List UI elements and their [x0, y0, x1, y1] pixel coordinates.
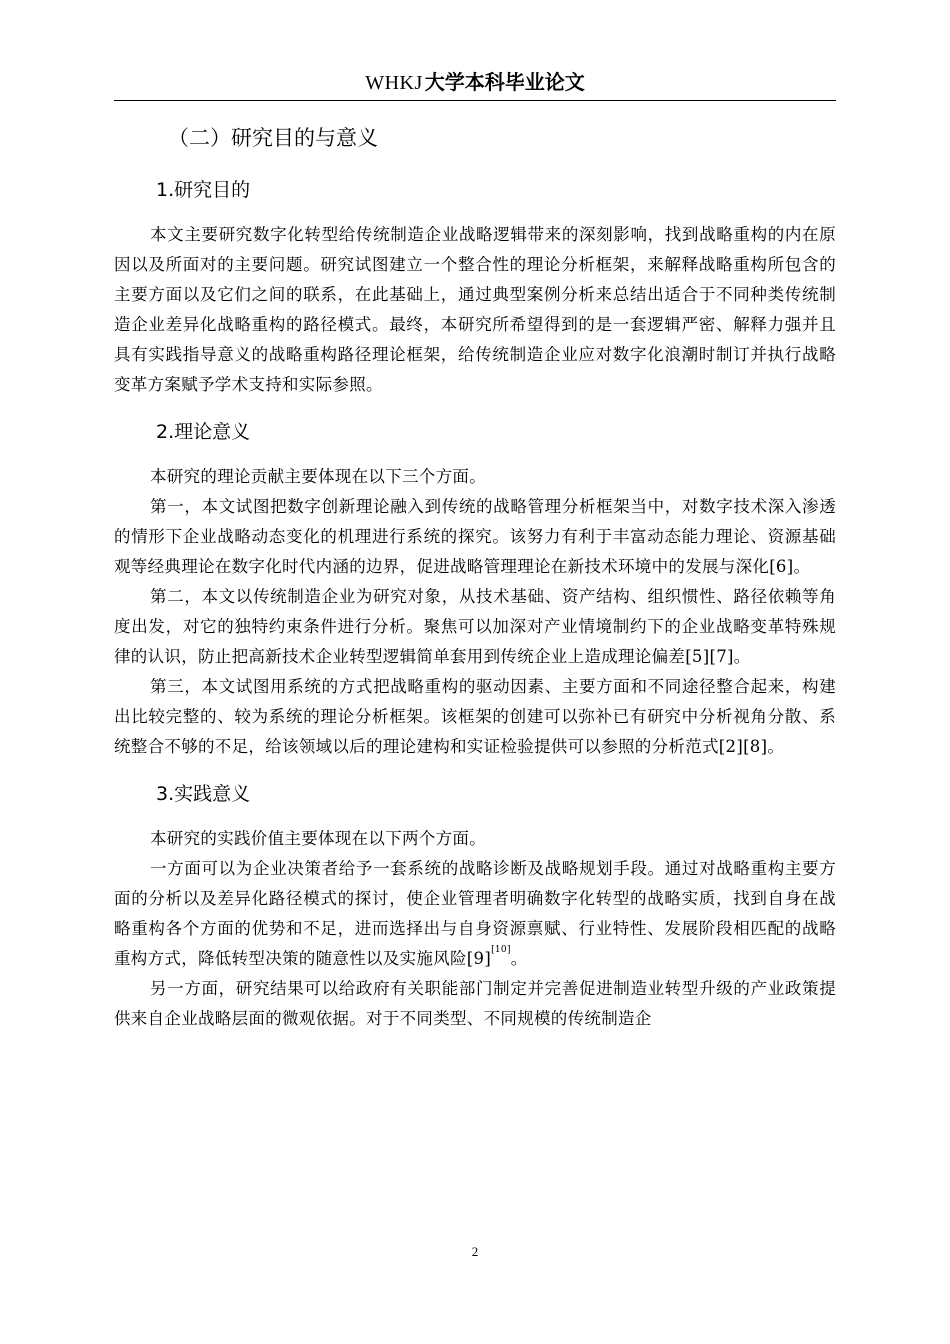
- paragraph-theory-first: 第一，本文试图把数字创新理论融入到传统的战略管理分析框架当中，对数字技术深入渗透的情形下企业战略动态变化的机理进行系统的探究。该努力有利于丰富动态能力理论、资源基础观等经典理论在数字化时代内涵的边界，促进战略管理理论在新技术环境中的发展与深化[6]。: [114, 497, 836, 576]
- paragraph-practice-second: 另一方面，研究结果可以给政府有关职能部门制定并完善促进制造业转型升级的产业政策提供来自企业战略层面的微观依据。对于不同类型、不同规模的传统制造企: [114, 979, 836, 1028]
- subsection-heading-practice: 3.实践意义: [156, 783, 251, 805]
- paragraph-theory-second: 第二，本文以传统制造企业为研究对象，从技术基础、资产结构、组织惯性、路径依赖等角度出发，对它的独特约束条件进行分析。聚焦可以加深对产业情境制约下的企业战略变革特殊规律的认识，防止把高新技术企业转型逻辑简单套用到传统企业上造成理论偏差[5][7]。: [114, 587, 836, 666]
- page-number: 2: [471, 1244, 479, 1259]
- header-rule: [114, 100, 836, 101]
- paragraph-practice-first-end: 。: [510, 949, 528, 968]
- header-latin-text: WHKJ: [365, 72, 423, 94]
- page-content: [114, 118, 836, 1034]
- paragraph-practice-first-text: 一方面可以为企业决策者给予一套系统的战略诊断及战略规划手段。通过对战略重构主要方面的分析以及差异化路径模式的探讨，使企业管理者明确数字化转型的战略实质，找到自身在战略重构各个方面的优势和不足，进而选择出与自身资源禀赋、行业特性、发展阶段相匹配的战略重构方式，降低转型决策的随意性以及实施风险[9]: [114, 859, 836, 968]
- paragraph-theory-third: 第三，本文试图用系统的方式把战略重构的驱动因素、主要方面和不同途径整合起来，构建出比较完整的、较为系统的理论分析框架。该框架的创建可以弥补已有研究中分析视角分散、系统整合不够的不足，给该领域以后的理论建构和实证检验提供可以参照的分析范式[2][8]。: [114, 677, 836, 756]
- paragraph-theory-intro: 本研究的理论贡献主要体现在以下三个方面。: [150, 467, 486, 486]
- running-header: [114, 64, 836, 100]
- paragraph-purpose: 本文主要研究数字化转型给传统制造企业战略逻辑带来的深刻影响，找到战略重构的内在原因以及所面对的主要问题。研究试图建立一个整合性的理论分析框架，来解释战略重构所包含的主要方面以及它们之间的联系，在此基础上，通过典型案例分析来总结出适合于不同种类传统制造企业差异化战略重构的路径模式。最终，本研究所希望得到的是一套逻辑严密、解释力强并且具有实践指导意义的战略重构路径理论框架，给传统制造企业应对数字化浪潮时制订并执行战略变革方案赋予学术支持和实际参照。: [114, 225, 836, 394]
- citation-superscript: [10]: [491, 945, 511, 955]
- subsection-heading-theory: 2.理论意义: [156, 421, 251, 443]
- paragraph-practice-intro: 本研究的实践价值主要体现在以下两个方面。: [150, 829, 486, 848]
- header-title-text: 大学本科毕业论文: [424, 70, 585, 94]
- section-heading: （二）研究目的与意义: [168, 126, 378, 150]
- subsection-heading-purpose: 1.研究目的: [156, 179, 251, 201]
- paragraph-practice-first: [114, 854, 836, 974]
